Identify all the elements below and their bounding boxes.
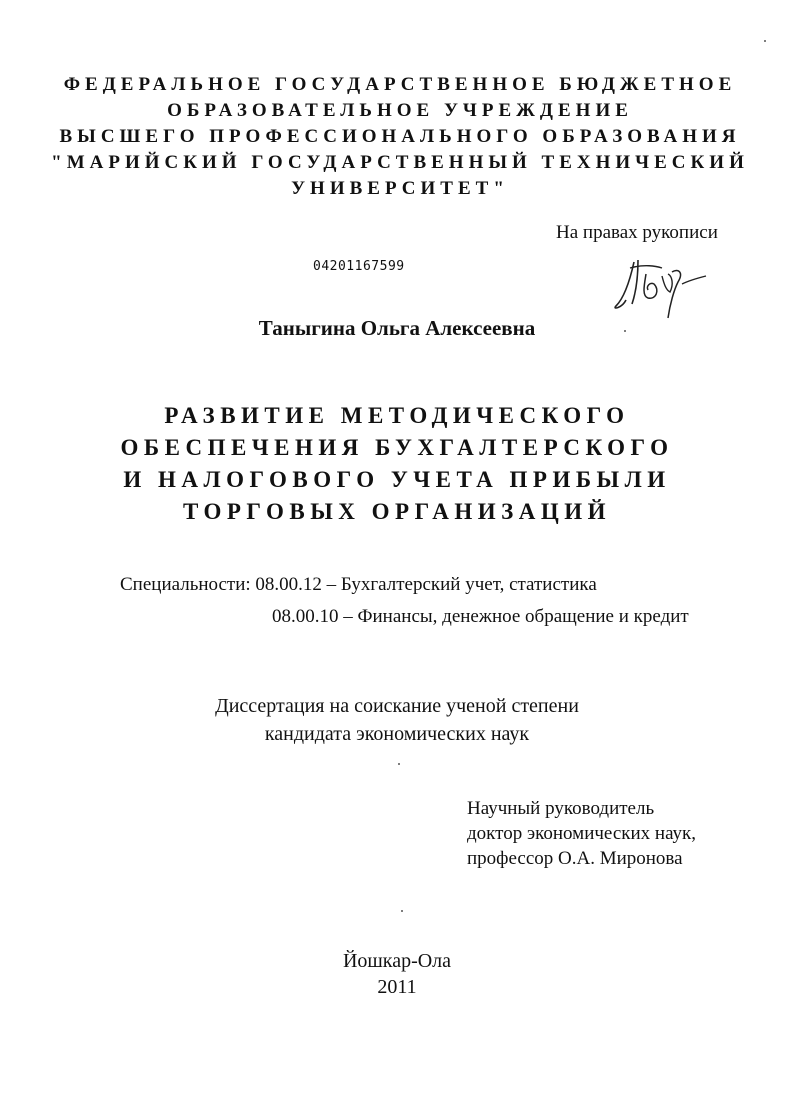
institution-line: УНИВЕРСИТЕТ" xyxy=(291,178,509,199)
supervisor-line: профессор О.А. Миронова xyxy=(467,848,683,869)
specialty-line-1: Специальности: 08.00.12 – Бухгалтерский учет, статистика xyxy=(120,574,597,595)
supervisor-line: Научный руководитель xyxy=(467,798,655,819)
place-year xyxy=(0,948,794,1000)
scan-speck xyxy=(624,330,626,332)
scan-speck xyxy=(398,763,400,765)
city: Йошкар-Ола xyxy=(342,950,452,972)
institution-line: ВЫСШЕГО ПРОФЕССИОНАЛЬНОГО ОБРАЗОВАНИЯ xyxy=(59,126,741,147)
institution-line: ОБРАЗОВАТЕЛЬНОЕ УЧРЕЖДЕНИЕ xyxy=(167,100,633,121)
scan-speck xyxy=(764,40,766,42)
institution-header xyxy=(40,72,760,202)
dissertation-degree xyxy=(0,692,794,748)
catalog-code: 04201167599 xyxy=(313,259,405,274)
scan-speck xyxy=(401,910,403,912)
institution-line: "МАРИЙСКИЙ ГОСУДАРСТВЕННЫЙ ТЕХНИЧЕСКИЙ xyxy=(51,152,749,173)
rights-note: На правах рукописи xyxy=(556,222,718,243)
title-line: И НАЛОГОВОГО УЧЕТА ПРИБЫЛИ xyxy=(123,467,671,492)
title-line: РАЗВИТИЕ МЕТОДИЧЕСКОГО xyxy=(164,403,630,428)
degree-line: Диссертация на соискание ученой степени xyxy=(215,695,579,717)
supervisor-block xyxy=(467,796,696,871)
institution-line: ФЕДЕРАЛЬНОЕ ГОСУДАРСТВЕННОЕ БЮДЖЕТНОЕ xyxy=(63,74,737,95)
supervisor-line: доктор экономических наук, xyxy=(467,823,697,844)
year: 2011 xyxy=(377,976,417,998)
degree-line: кандидата экономических наук xyxy=(264,723,530,745)
signature xyxy=(612,254,710,324)
dissertation-title xyxy=(40,400,754,528)
specialty-line-2: 08.00.10 – Финансы, денежное обращение и кредит xyxy=(272,606,689,627)
title-line: ОБЕСПЕЧЕНИЯ БУХГАЛТЕРСКОГО xyxy=(120,435,674,460)
title-line: ТОРГОВЫХ ОРГАНИЗАЦИЙ xyxy=(182,499,612,524)
author-name: Таныгина Ольга Алексеевна xyxy=(258,316,536,340)
